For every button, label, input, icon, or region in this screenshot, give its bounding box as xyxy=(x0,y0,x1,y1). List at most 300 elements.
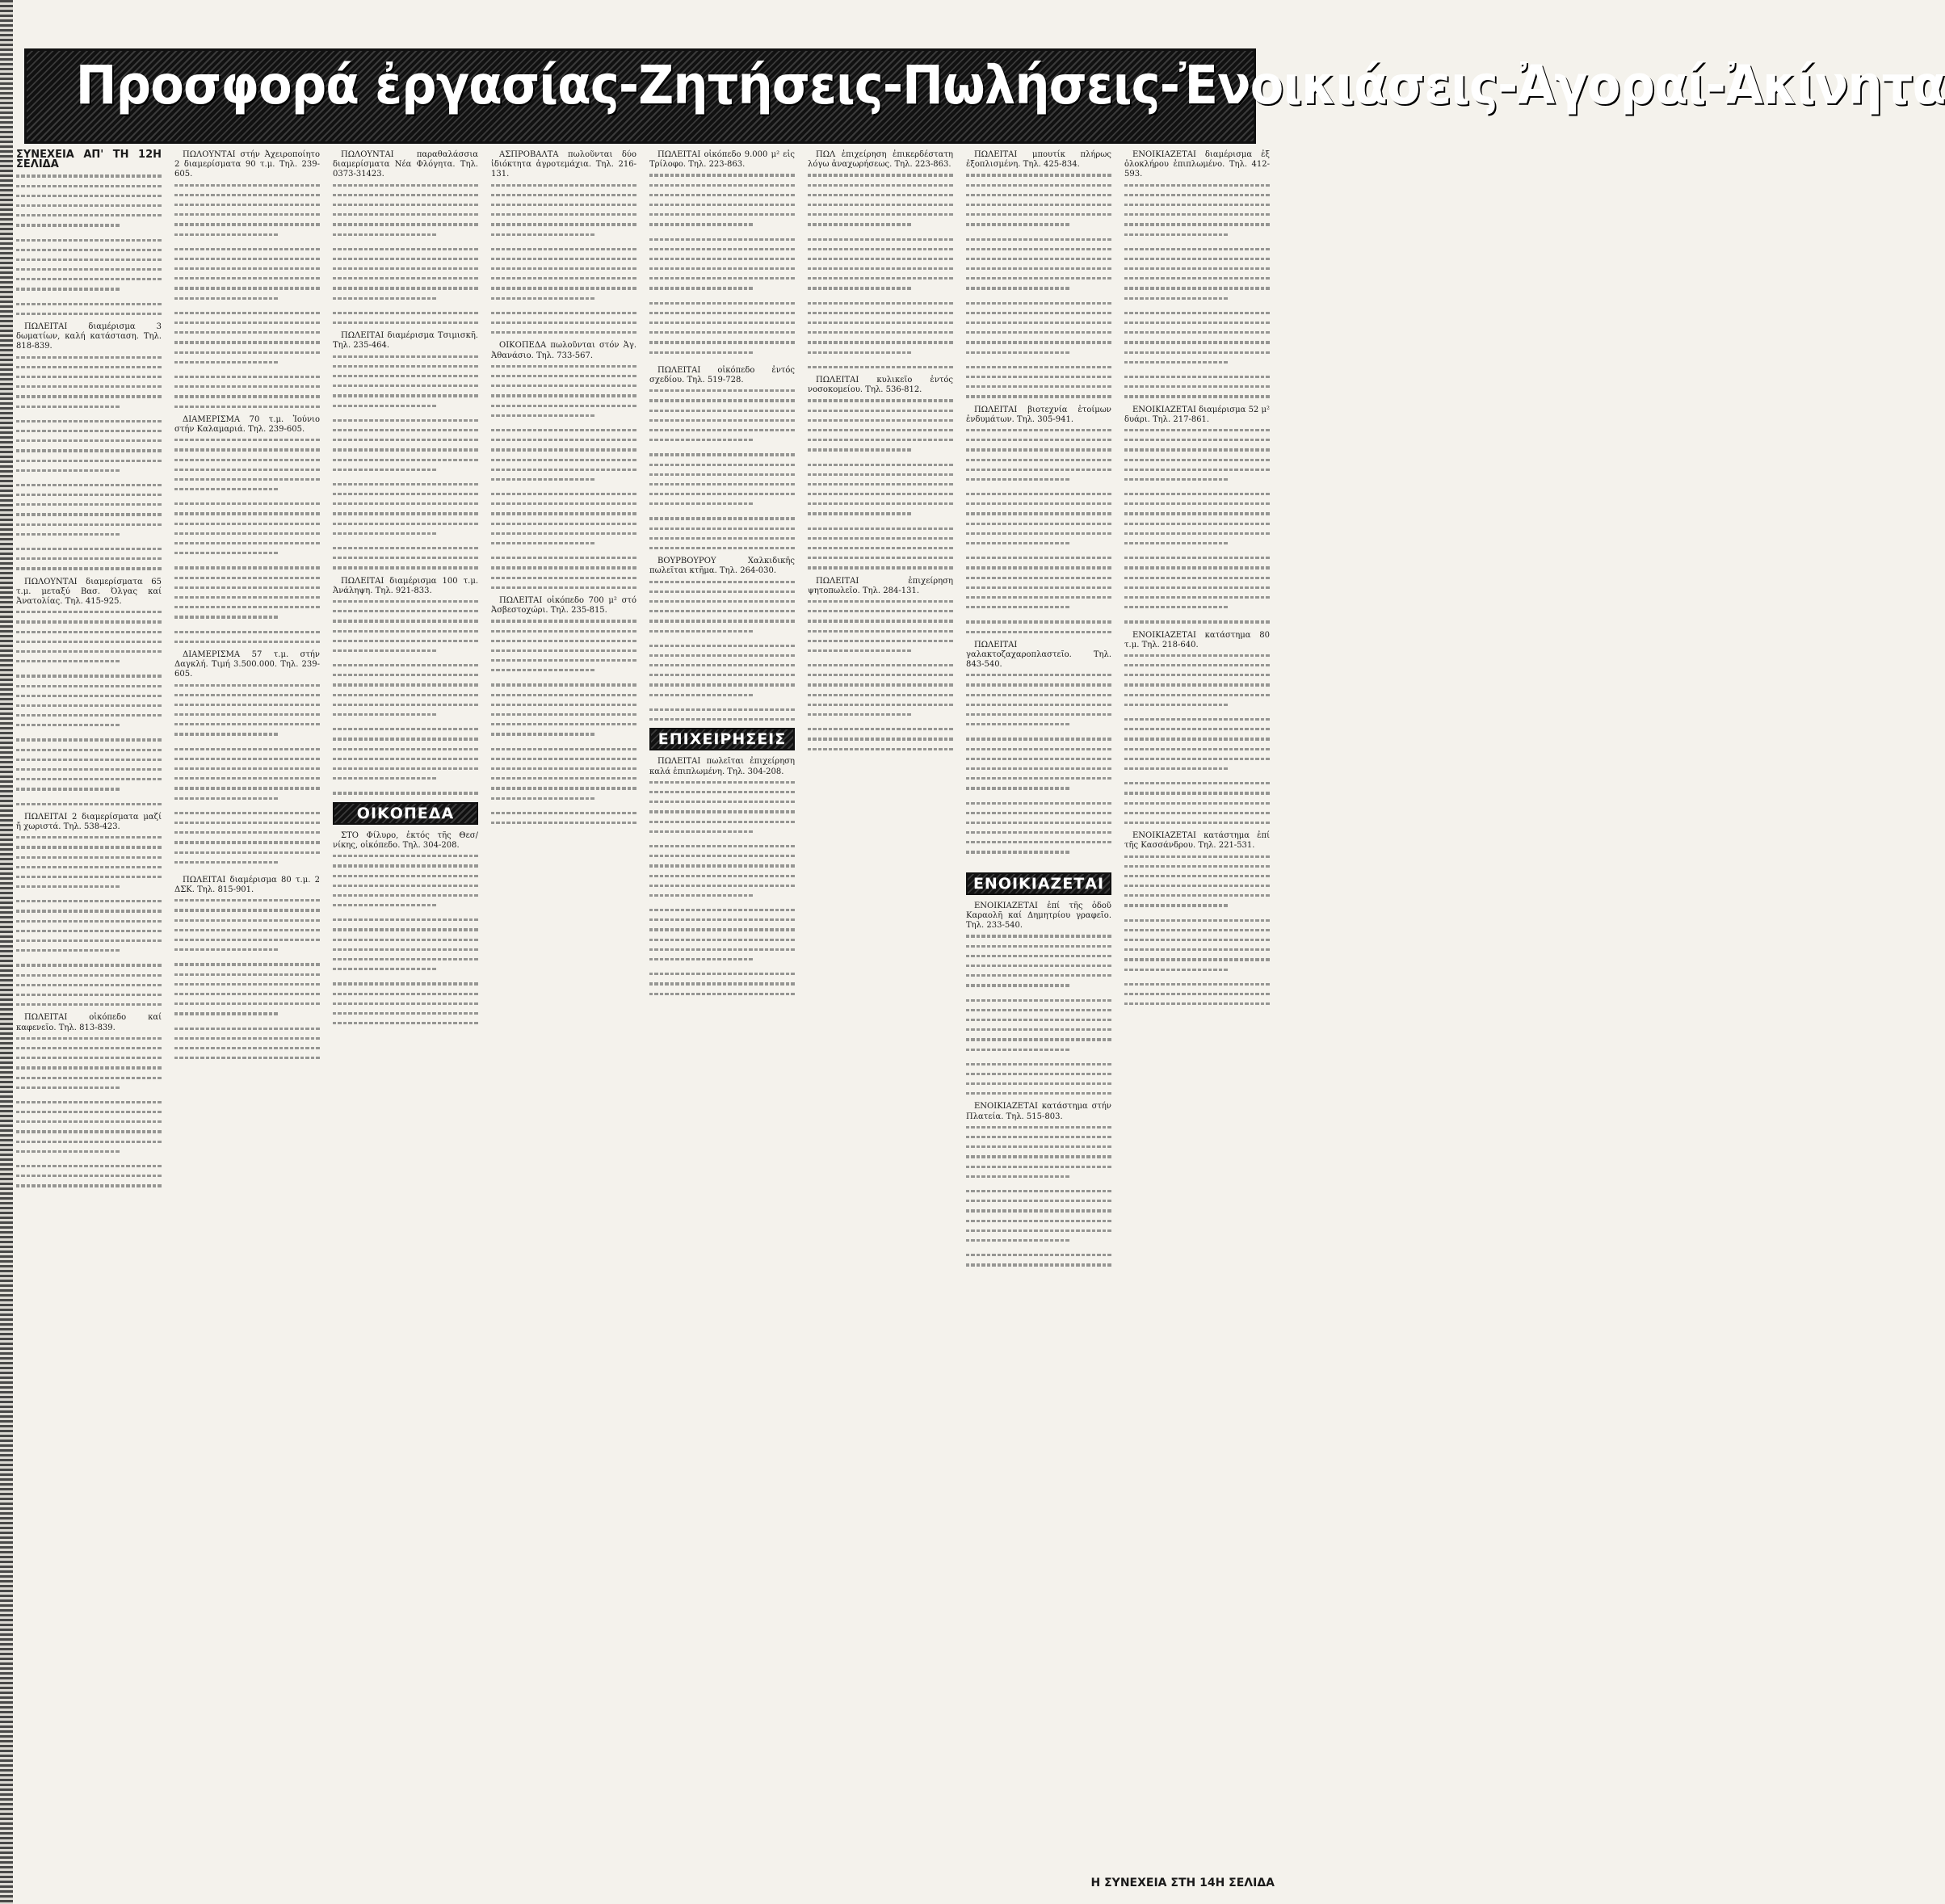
classified-ad: ΟΙΚΟΠΕΔΑ πωλοῦνται στόν Ἀγ. Ἀθανάσιο. Τηλ. 733-567. xyxy=(491,341,636,360)
text-line xyxy=(16,430,162,432)
text-line xyxy=(16,214,162,216)
text-line xyxy=(16,1165,162,1167)
text-line xyxy=(808,267,953,270)
column-text-fill xyxy=(649,581,795,721)
text-line xyxy=(649,277,795,280)
text-line xyxy=(966,429,1111,431)
classified-ad: ΕΝΟΙΚΙΑΖΕΤΑΙ διαμέρισμα 52 μ² δυάρι. Τηλ. 217-861. xyxy=(1124,405,1270,424)
text-line xyxy=(16,395,162,397)
text-line xyxy=(649,502,754,505)
text-line xyxy=(649,302,795,305)
text-line xyxy=(16,258,162,261)
text-line xyxy=(333,204,478,206)
text-line xyxy=(649,194,795,196)
text-line xyxy=(966,851,1071,853)
text-line xyxy=(333,767,478,770)
text-line xyxy=(808,537,953,540)
text-line xyxy=(1124,767,1229,770)
text-line xyxy=(966,822,1111,824)
text-line xyxy=(333,493,478,495)
text-line xyxy=(174,223,320,225)
text-line xyxy=(649,791,795,793)
text-line xyxy=(174,213,320,216)
column-4 xyxy=(491,150,636,1899)
text-line xyxy=(649,620,795,622)
text-line xyxy=(808,600,953,603)
text-line xyxy=(174,361,279,364)
text-line xyxy=(16,494,162,496)
text-line xyxy=(1124,919,1270,922)
text-line xyxy=(966,787,1071,789)
text-line xyxy=(174,909,320,911)
text-line xyxy=(333,439,478,441)
text-line xyxy=(1124,983,1270,986)
text-line xyxy=(333,674,478,676)
text-line xyxy=(491,566,636,569)
text-line xyxy=(649,683,795,686)
text-line xyxy=(649,331,795,334)
text-line xyxy=(333,885,478,887)
text-line xyxy=(808,429,953,431)
text-line xyxy=(966,984,1071,986)
text-line xyxy=(491,812,636,814)
text-line xyxy=(491,577,636,579)
text-line xyxy=(649,781,795,784)
text-line xyxy=(174,1002,320,1005)
text-line xyxy=(808,277,953,280)
text-line xyxy=(1124,948,1270,951)
text-line xyxy=(174,616,279,618)
column-3 xyxy=(333,150,478,1899)
text-line xyxy=(174,248,320,250)
text-line xyxy=(333,904,438,906)
text-line xyxy=(333,664,478,666)
text-line xyxy=(649,258,795,260)
text-line xyxy=(333,694,478,696)
text-line xyxy=(16,738,162,741)
text-line xyxy=(16,406,121,408)
text-line xyxy=(174,983,320,986)
text-line xyxy=(491,459,636,461)
column-text-fill xyxy=(491,365,636,589)
text-line xyxy=(649,958,754,960)
text-line xyxy=(966,1175,1071,1178)
text-line xyxy=(808,287,913,289)
text-line xyxy=(966,723,1071,725)
text-line xyxy=(1124,385,1270,388)
text-line xyxy=(966,322,1111,324)
classified-ad: ΕΝΟΙΚΙΑΖΕΤΑΙ κατάστημα 80 τ.μ. Τηλ. 218-640. xyxy=(1124,630,1270,649)
text-line xyxy=(491,723,636,725)
text-line xyxy=(16,484,162,486)
text-line xyxy=(174,194,320,196)
text-line xyxy=(491,758,636,760)
text-line xyxy=(491,322,636,324)
text-line xyxy=(649,429,795,431)
text-line xyxy=(333,355,478,358)
text-line xyxy=(808,640,953,642)
text-line xyxy=(333,512,478,515)
text-line xyxy=(649,600,795,603)
classified-ad: ΠΩΛΕΙΤΑΙ μπουτίκ πλήρως ἐξοπλισμένη. Τηλ. 425-834. xyxy=(966,150,1111,170)
column-text-fill xyxy=(966,674,1111,865)
text-line xyxy=(649,322,795,324)
text-line xyxy=(174,258,320,260)
text-line xyxy=(966,955,1111,957)
column-text-fill xyxy=(1124,184,1270,398)
text-line xyxy=(1124,493,1270,495)
text-line xyxy=(1124,1002,1270,1005)
text-line xyxy=(649,855,795,857)
text-line xyxy=(649,213,795,216)
text-line xyxy=(16,974,162,977)
text-line xyxy=(1124,248,1270,250)
text-line xyxy=(174,748,320,750)
classified-ad: ΔΙΑΜΕΡΙΣΜΑ 70 τ.μ. Ἰούνιο στήν Καλαμαριά. Τηλ. 239-605. xyxy=(174,414,320,434)
text-line xyxy=(16,1120,162,1123)
classified-ad: ΠΩΛ ἐπιχείρηση ἐπικερδέστατη λόγω ἀναχωρήσεως. Τηλ. 223-863. xyxy=(808,150,953,170)
classified-ad: ΠΩΛΕΙΤΑΙ βιοτεχνία ἑτοίμων ἐνδυμάτων. Τηλ. 305-941. xyxy=(966,405,1111,424)
text-line xyxy=(1124,758,1270,760)
text-line xyxy=(16,724,121,726)
text-line xyxy=(966,469,1111,471)
text-line xyxy=(966,1263,1111,1266)
classified-ad: ΠΩΛΕΙΤΑΙ οἰκόπεδο ἐντός σχεδίου. Τηλ. 519-728. xyxy=(649,365,795,385)
text-line xyxy=(966,557,1111,559)
text-line xyxy=(966,802,1111,805)
text-line xyxy=(808,366,953,368)
text-line xyxy=(333,855,478,857)
text-line xyxy=(1124,577,1270,579)
text-line xyxy=(808,557,953,559)
text-line xyxy=(16,866,162,868)
banner-title: Προσφορά ἐργασίας-Ζητήσεις-Πωλήσεις-Ἐνοικιάσεις-Ἀγοραί-Ἀκίνητα xyxy=(75,54,1945,116)
text-line xyxy=(1124,694,1270,696)
text-line xyxy=(491,822,636,824)
text-line xyxy=(16,749,162,751)
text-line xyxy=(174,552,279,554)
text-line xyxy=(16,533,121,536)
text-line xyxy=(491,375,636,377)
text-line xyxy=(1124,439,1270,441)
text-line xyxy=(966,586,1111,589)
text-line xyxy=(966,1028,1111,1031)
text-line xyxy=(174,532,320,535)
text-line xyxy=(966,596,1111,599)
text-line xyxy=(491,184,636,187)
text-line xyxy=(491,204,636,206)
text-line xyxy=(174,973,320,976)
text-line xyxy=(491,233,596,236)
text-line xyxy=(649,248,795,250)
text-line xyxy=(649,810,795,813)
column-text-fill xyxy=(808,399,953,569)
text-line xyxy=(1124,969,1229,971)
text-line xyxy=(491,267,636,270)
text-line xyxy=(1124,683,1270,686)
text-line xyxy=(649,453,795,456)
text-line xyxy=(966,935,1111,937)
text-line xyxy=(808,194,953,196)
text-line xyxy=(16,685,162,687)
text-line xyxy=(491,469,636,471)
text-line xyxy=(649,473,795,476)
text-line xyxy=(966,767,1111,770)
text-line xyxy=(966,502,1111,505)
text-line xyxy=(1124,512,1270,515)
text-line xyxy=(808,683,953,686)
classified-ad: ΔΙΑΜΕΡΙΣΜΑ 57 τ.μ. στήν Δαγκλή. Τιμή 3.500.000. Τηλ. 239-605. xyxy=(174,649,320,679)
text-line xyxy=(333,683,478,686)
text-line xyxy=(649,389,795,392)
text-line xyxy=(966,1126,1111,1129)
text-line xyxy=(966,945,1111,948)
text-line xyxy=(649,674,795,676)
text-line xyxy=(333,385,478,387)
text-line xyxy=(16,449,162,452)
text-line xyxy=(1124,297,1229,300)
text-line xyxy=(16,1086,121,1089)
text-line xyxy=(1124,523,1270,525)
text-line xyxy=(16,1037,162,1040)
text-line xyxy=(966,577,1111,579)
text-line xyxy=(966,1082,1111,1085)
ad-separator xyxy=(966,861,1111,866)
text-line xyxy=(333,600,478,603)
text-line xyxy=(966,1038,1111,1040)
text-line xyxy=(333,248,478,250)
text-line xyxy=(16,548,162,550)
text-line xyxy=(174,1047,320,1049)
text-line xyxy=(649,174,795,176)
text-line xyxy=(808,566,953,569)
text-line xyxy=(808,483,953,485)
column-text-fill xyxy=(333,855,478,1024)
text-line xyxy=(333,649,438,652)
text-line xyxy=(966,204,1111,206)
text-line xyxy=(966,620,1111,623)
text-line xyxy=(174,919,320,922)
text-line xyxy=(1124,233,1229,236)
text-line xyxy=(1124,885,1270,887)
text-line xyxy=(333,258,478,260)
section-header-businesses: ΕΠΙΧΕΙΡΗΣΕΙΣ xyxy=(649,728,795,750)
text-line xyxy=(966,1220,1111,1222)
text-line xyxy=(808,223,913,225)
text-line xyxy=(16,195,162,197)
text-line xyxy=(174,406,320,408)
text-line xyxy=(333,557,478,559)
text-line xyxy=(16,439,162,442)
classified-ad: ΒΟΥΡΒΟΥΡΟΥ Χαλκιδικῆς πωλεῖται κτῆμα. Τηλ. 264-030. xyxy=(649,557,795,576)
text-line xyxy=(1124,812,1270,814)
classified-ad: ΠΩΛΟΥΝΤΑΙ διαμερίσματα 65 τ.μ. μεταξύ Βασ. Όλγας καί Ἀνατολίας. Τηλ. 415-925. xyxy=(16,577,162,606)
text-line xyxy=(16,803,162,805)
column-text-fill xyxy=(1124,654,1270,824)
text-line xyxy=(966,366,1111,368)
text-line xyxy=(491,248,636,250)
text-line xyxy=(808,258,953,260)
text-line xyxy=(966,683,1111,686)
text-line xyxy=(333,1022,478,1024)
text-line xyxy=(966,223,1071,225)
text-line xyxy=(491,478,596,481)
text-line xyxy=(1124,792,1270,794)
text-line xyxy=(966,674,1111,676)
text-line xyxy=(16,930,162,932)
text-line xyxy=(966,841,1111,843)
text-line xyxy=(16,984,162,986)
text-line xyxy=(808,174,953,176)
text-line xyxy=(333,758,478,760)
binding-edge xyxy=(0,0,13,1904)
classified-ad: ΠΩΛΕΙΤΑΙ ἐπιχείρηση ψητοπωλεῖο. Τηλ. 284-131. xyxy=(808,576,953,595)
text-line xyxy=(966,1166,1111,1168)
text-line xyxy=(966,493,1111,495)
text-line xyxy=(1124,958,1270,960)
text-line xyxy=(649,464,795,466)
classified-ad: ΠΩΛΕΙΤΑΙ πωλεῖται ἐπιχείρηση καλά ἐπιπλωμένη. Τηλ. 304-208. xyxy=(649,757,795,776)
text-line xyxy=(174,831,320,834)
text-line xyxy=(649,351,754,354)
text-line xyxy=(808,302,953,305)
text-line xyxy=(174,233,279,236)
text-line xyxy=(1124,674,1270,676)
text-line xyxy=(966,287,1071,289)
text-line xyxy=(333,502,478,505)
text-line xyxy=(491,312,636,314)
text-line xyxy=(808,204,953,206)
text-line xyxy=(174,385,320,388)
text-line xyxy=(808,464,953,466)
text-line xyxy=(174,331,320,334)
text-line xyxy=(16,1184,162,1187)
text-line xyxy=(649,581,795,583)
text-line xyxy=(491,258,636,260)
text-line xyxy=(333,620,478,622)
text-line xyxy=(333,297,438,300)
text-line xyxy=(16,239,162,242)
text-line xyxy=(1124,894,1270,897)
text-line xyxy=(333,483,478,485)
text-line xyxy=(174,341,320,343)
text-line xyxy=(174,566,320,569)
classified-ad: ΣΤΟ Φίλυρο, ἐκτός τῆς Θεσ/νίκης, οἰκόπεδο. Τηλ. 304-208. xyxy=(333,830,478,850)
text-line xyxy=(808,184,953,187)
text-line xyxy=(16,876,162,878)
text-line xyxy=(174,596,320,599)
text-line xyxy=(174,812,320,814)
text-line xyxy=(174,1012,279,1015)
text-line xyxy=(1124,738,1270,740)
text-line xyxy=(808,694,953,696)
text-line xyxy=(333,375,478,377)
text-line xyxy=(16,939,162,942)
text-line xyxy=(16,174,162,177)
text-line xyxy=(16,650,162,653)
text-line xyxy=(333,928,478,931)
continued-on-label: Η ΣΥΝΕΧΕΙΑ ΣΤΗ 14Η ΣΕΛΙΔΑ xyxy=(1090,1877,1275,1889)
text-line xyxy=(966,341,1111,343)
text-line xyxy=(649,419,795,422)
text-line xyxy=(649,645,795,647)
text-line xyxy=(649,223,754,225)
text-line xyxy=(966,831,1111,834)
text-line xyxy=(1124,620,1270,623)
text-line xyxy=(174,948,279,951)
text-line xyxy=(966,331,1111,334)
text-line xyxy=(174,478,320,481)
text-line xyxy=(1124,875,1270,877)
text-line xyxy=(1124,312,1270,314)
text-line xyxy=(649,610,795,612)
text-line xyxy=(649,410,795,412)
text-line xyxy=(174,322,320,324)
text-line xyxy=(491,523,636,525)
text-line xyxy=(174,963,320,965)
column-8 xyxy=(1124,150,1270,1899)
text-line xyxy=(333,469,438,471)
text-line xyxy=(491,797,596,800)
text-line xyxy=(174,1037,320,1040)
text-line xyxy=(491,748,636,750)
text-line xyxy=(16,249,162,251)
text-line xyxy=(174,287,320,289)
text-line xyxy=(174,899,320,902)
text-line xyxy=(333,704,478,706)
text-line xyxy=(333,312,478,314)
text-line xyxy=(16,376,162,378)
text-line xyxy=(1124,213,1270,216)
text-line xyxy=(1124,586,1270,589)
text-line xyxy=(16,523,162,526)
text-line xyxy=(808,419,953,422)
text-line xyxy=(16,1175,162,1177)
text-line xyxy=(174,184,320,187)
section-header-plots: ΟΙΚΟΠΕΔΑ xyxy=(333,802,478,825)
text-line xyxy=(491,586,636,589)
text-line xyxy=(966,974,1111,977)
text-line xyxy=(333,233,438,236)
text-line xyxy=(333,939,478,941)
column-text-fill xyxy=(333,184,478,325)
text-line xyxy=(966,248,1111,250)
text-line xyxy=(174,376,320,378)
text-line xyxy=(174,631,320,633)
text-line xyxy=(333,792,478,794)
text-line xyxy=(491,733,596,735)
text-line xyxy=(1124,532,1270,535)
text-line xyxy=(16,641,162,643)
text-line xyxy=(649,537,795,540)
text-line xyxy=(333,267,478,270)
text-line xyxy=(491,620,636,622)
text-line xyxy=(966,376,1111,378)
text-line xyxy=(966,395,1111,397)
text-line xyxy=(649,694,754,696)
text-line xyxy=(1124,184,1270,187)
text-line xyxy=(333,875,478,877)
text-line xyxy=(333,213,478,216)
text-line xyxy=(649,591,795,593)
text-line xyxy=(16,778,162,780)
text-line xyxy=(1124,448,1270,451)
text-line xyxy=(333,630,478,633)
column-text-fill xyxy=(649,389,795,549)
text-line xyxy=(16,631,162,633)
text-line xyxy=(808,674,953,676)
column-text-fill xyxy=(174,184,320,408)
